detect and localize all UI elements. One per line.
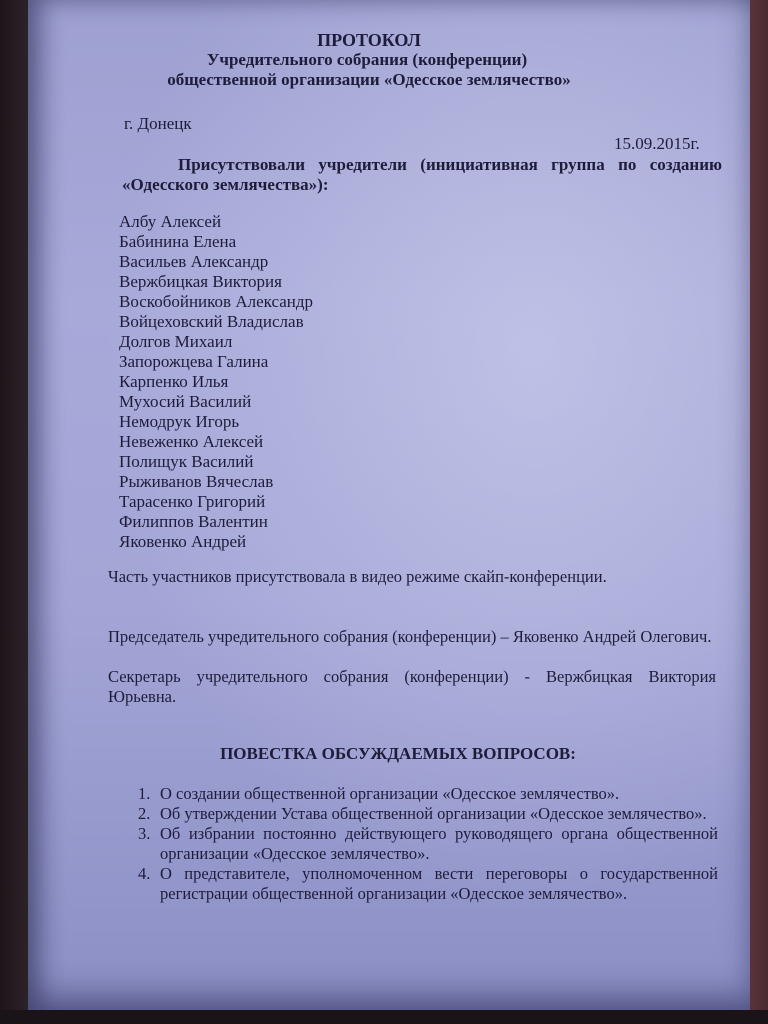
table-edge-right — [750, 0, 768, 1024]
agenda-item — [138, 804, 718, 824]
agenda-item — [138, 864, 718, 904]
agenda-title: ПОВЕСТКА ОБСУЖДАЕМЫХ ВОПРОСОВ: — [220, 744, 576, 763]
document-subtitle-line2: общественной организации «Одесское землячество» — [167, 70, 571, 89]
document-page — [28, 0, 750, 1012]
agenda-item-number: 1. — [138, 784, 151, 803]
agenda-item-number: 3. — [138, 824, 151, 843]
agenda-item — [138, 824, 718, 864]
member-name: Албу Алексей — [119, 212, 222, 231]
city: г. Донецк — [124, 114, 192, 133]
member-name: Запорожцева Галина — [119, 352, 269, 371]
document-title: ПРОТОКОЛ — [317, 30, 421, 50]
agenda-item-text: О создании общественной организации «Одесское землячество». — [160, 784, 620, 803]
member-name: Бабинина Елена — [119, 232, 237, 251]
member-name: Карпенко Илья — [119, 372, 229, 391]
attendance-note: Часть участников присутствовала в видео режиме скайп-конференции. — [108, 567, 607, 586]
member-name: Мухосий Василий — [119, 392, 252, 411]
document-subtitle-line1: Учредительного собрания (конференции) — [206, 50, 528, 69]
member-name: Войцеховский Владислав — [119, 312, 304, 331]
secretary-statement: Секретарь учредительного собрания (конференции) - Вержбицкая Виктория Юрьевна. — [108, 667, 716, 706]
agenda-item-number: 2. — [138, 804, 151, 823]
agenda-item — [138, 784, 718, 804]
member-name: Рыживанов Вячеслав — [119, 472, 274, 491]
member-name: Полищук Василий — [119, 452, 254, 471]
attendance-intro: Присутствовали учредители (инициативная группа по созданию «Одесского землячества»): — [122, 155, 722, 194]
chair-statement: Председатель учредительного собрания (конференции) – Яковенко Андрей Олегович. — [108, 627, 712, 646]
member-name: Воскобойников Александр — [119, 292, 314, 311]
member-name: Тарасенко Григорий — [119, 492, 266, 511]
agenda-item-text: Об утверждении Устава общественной организации «Одесское землячество». — [160, 804, 707, 823]
agenda-item-text: Об избрании постоянно действующего руководящего органа общественной организации «Одесское землячество». — [160, 824, 718, 863]
table-edge-bottom — [0, 1010, 768, 1024]
members-list — [119, 212, 313, 552]
member-name: Васильев Александр — [119, 252, 269, 271]
member-name: Невеженко Алексей — [119, 432, 264, 451]
agenda-list — [138, 784, 718, 904]
agenda-item-text: О представителе, уполномоченном вести переговоры о государственной регистрации общественной организации «Одесское землячество». — [160, 864, 718, 903]
member-name: Яковенко Андрей — [119, 532, 247, 551]
member-name: Филиппов Валентин — [119, 512, 268, 531]
member-name: Вержбицкая Виктория — [119, 272, 282, 291]
member-name: Долгов Михаил — [119, 332, 233, 351]
member-name: Немодрук Игорь — [119, 412, 240, 431]
agenda-item-number: 4. — [138, 864, 151, 883]
date: 15.09.2015г. — [614, 134, 700, 153]
